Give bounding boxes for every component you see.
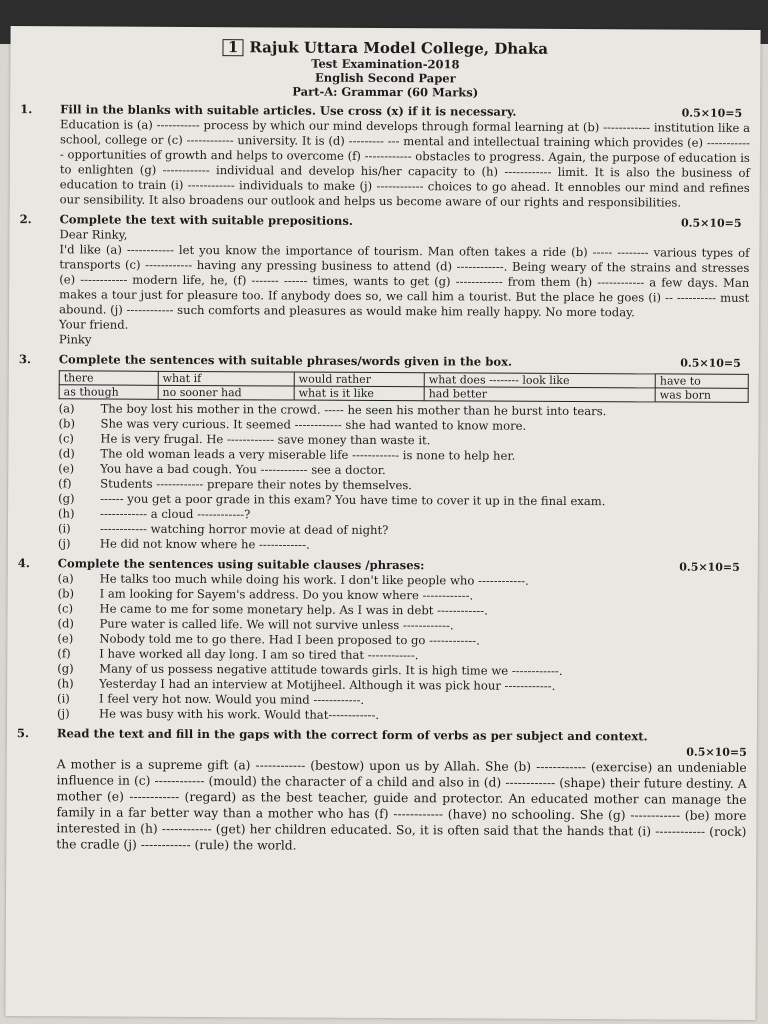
question-title: Complete the text with suitable prepositions. bbox=[59, 212, 353, 228]
question-5 bbox=[16, 726, 747, 856]
item-text: She was very curious. It seemed ------------ she had wanted to know more. bbox=[100, 416, 527, 433]
question-title: Read the text and fill in the gaps with the correct form of verbs as per subject and context. bbox=[56, 726, 648, 744]
item-text: Yesterday I had an interview at Motijheel. Although it was pick hour ------------. bbox=[99, 676, 556, 693]
question-passage: A mother is a supreme gift (a) ------------ (bestow) upon us by Allah. She (b) ------------ (exercise) an undeniable influence in (c) ------------ (mould) the character of a child and also in (d) ------------ (shape) their future destiny. A mother (e) ------------ (regard) as the best teacher, guide and protector. An educated mother can manage the family in a far better way than a mother who has (f) ------------ (have) no schooling. She (g) ------------ (be) more interested in (h) ------------ (get) her children educated. So, it is often said that the hands that (i) ------------ (rock) the cradle (j) ------------ (rule) the world. bbox=[56, 757, 747, 853]
question-marks: 0.5×10=5 bbox=[686, 745, 747, 759]
phrase-cell: what does -------- look like bbox=[424, 373, 655, 388]
phrase-cell: no sooner had bbox=[158, 385, 294, 400]
school-name: Rajuk Uttara Model College, Dhaka bbox=[249, 38, 549, 58]
phrase-cell: would rather bbox=[294, 372, 424, 387]
item-text: He is very frugal. He ------------ save money than waste it. bbox=[100, 431, 431, 448]
item-text: ------------ a cloud ------------? bbox=[100, 506, 251, 522]
item-text: Many of us possess negative attitude towards girls. It is high time we ------------. bbox=[99, 661, 563, 678]
phrase-cell: as though bbox=[59, 385, 158, 400]
item-label: (h) bbox=[58, 506, 75, 521]
item-label: (a) bbox=[58, 401, 75, 416]
item-label: (d) bbox=[57, 616, 74, 631]
letter-closing: Your friend. bbox=[58, 317, 129, 332]
sentence-list bbox=[57, 571, 748, 725]
question-marks: 0.5×10=5 bbox=[680, 216, 742, 230]
question-passage: Education is (a) ----------- process by which our mind develops through formal learning at (b) ------------ institution like a school, college or (c) ------------ university. It is (d) --------- --- mental and intellectual training which provides (e) ------------ opportunities of growth and helps to overcome (f) ------------ obstacles to progress. Again, the purpose of education is to enlighten (g) ------------ individual and develop his/her capacity to (h) ------------ limit. It is also the business of education to train (i) ------------ individuals to make (j) ------------ choices to go ahead. It ennobles our mind and refines our sensibility. It also broadens our outlook and helps us become aware of our rights and responsibilities. bbox=[59, 117, 751, 210]
letter-passage bbox=[59, 227, 750, 351]
item-text: Nobody told me to go there. Had I been proposed to go ------------. bbox=[99, 631, 480, 648]
question-marks: 0.5×10=5 bbox=[681, 106, 743, 120]
question-title: Fill in the blanks with suitable articles. Use cross (x) if it is necessary. bbox=[60, 102, 517, 119]
item-label: (h) bbox=[57, 676, 74, 691]
item-label: (j) bbox=[56, 706, 70, 721]
list-item bbox=[57, 706, 747, 725]
item-label: (e) bbox=[58, 461, 75, 476]
item-label: (f) bbox=[58, 476, 72, 491]
item-label: (b) bbox=[58, 416, 76, 431]
item-label: (f) bbox=[57, 646, 71, 661]
question-set-number: 1 bbox=[223, 39, 244, 56]
phrase-cell: there bbox=[59, 371, 158, 386]
question-2 bbox=[19, 212, 750, 351]
item-text: The old woman leads a very miserable life ------------ is none to help her. bbox=[100, 446, 516, 463]
list-item bbox=[58, 536, 748, 555]
question-title: Complete the sentences with suitable phrases/words given in the box. bbox=[58, 352, 513, 369]
paper-content bbox=[16, 38, 750, 856]
item-text: He came to me for some monetary help. As I was in debt ------------. bbox=[99, 601, 488, 618]
phrase-cell: have to bbox=[655, 374, 748, 388]
question-marks: 0.5×10=5 bbox=[679, 560, 740, 574]
question-number: 2. bbox=[19, 212, 32, 227]
subject-name: English Second Paper bbox=[314, 70, 456, 86]
item-label: (e) bbox=[57, 631, 74, 646]
paper-header bbox=[20, 38, 750, 101]
item-label: (d) bbox=[58, 446, 75, 461]
item-label: (a) bbox=[57, 571, 74, 586]
phrase-cell: was born bbox=[655, 388, 748, 402]
letter-signature: Pinky bbox=[58, 332, 92, 347]
question-number: 3. bbox=[18, 352, 31, 367]
question-number: 5. bbox=[16, 726, 30, 741]
question-4 bbox=[17, 556, 748, 725]
exam-paper bbox=[5, 26, 760, 1020]
sentence-list bbox=[58, 401, 749, 555]
phrase-box bbox=[59, 370, 749, 403]
item-label: (i) bbox=[57, 691, 70, 706]
letter-body: I'd like (a) ------------ let you know the importance of tourism. Man often takes a ride (b) ----- -------- various types of transports (c) ------------ having any pressing business to attend (d) ------------. Being weary of the strains and stresses (e) ------------ modern life, he, (f) ------- ------ times, wants to get (g) ------------ from them (h) ------------ a few days. Man makes a tour just for pleasure too. If anybody does so, we call him a tourist. But the place he goes (i) -- ---------- must abound. (j) ------------ such comforts and pleasures as would make him really happy. No more today. bbox=[59, 242, 750, 320]
question-marks: 0.5×10=5 bbox=[680, 356, 741, 370]
item-text: He did not know where he ------------. bbox=[99, 536, 310, 552]
item-text: He was busy with his work. Would that------------. bbox=[98, 706, 380, 722]
item-label: (c) bbox=[57, 601, 74, 616]
item-text: You have a bad cough. You ------------ see a doctor. bbox=[100, 461, 386, 478]
question-number: 1. bbox=[20, 102, 33, 117]
item-text: The boy lost his mother in the crowd. ----- he seen his mother than he burst into tears. bbox=[100, 401, 607, 419]
exam-name: Test Examination-2018 bbox=[311, 56, 460, 72]
phrase-cell: what if bbox=[158, 371, 294, 386]
item-label: (g) bbox=[58, 491, 75, 506]
question-1 bbox=[20, 102, 751, 211]
phrase-cell: had better bbox=[424, 387, 655, 402]
item-text: Students ------------ prepare their notes by themselves. bbox=[100, 476, 413, 493]
item-label: (g) bbox=[57, 661, 74, 676]
item-text: I am looking for Sayem's address. Do you know where ------------. bbox=[99, 586, 474, 603]
part-name: Part-A: Grammar (60 Marks) bbox=[292, 84, 479, 100]
item-text: He talks too much while doing his work. I don't like people who ------------. bbox=[99, 571, 529, 588]
phrase-box-row bbox=[59, 385, 748, 403]
item-label: (b) bbox=[57, 586, 75, 601]
item-text: ------------ watching horror movie at dead of night? bbox=[99, 521, 389, 538]
phrase-cell: what is it like bbox=[294, 386, 424, 401]
item-text: ------ you get a poor grade in this exam? You have time to cover it up in the final exam. bbox=[100, 491, 606, 509]
item-label: (i) bbox=[57, 521, 71, 536]
item-label: (c) bbox=[58, 431, 75, 446]
question-number: 4. bbox=[17, 556, 30, 571]
item-label: (j) bbox=[57, 536, 71, 551]
question-3 bbox=[18, 352, 749, 555]
item-text: I have worked all day long. I am so tired that ------------. bbox=[99, 646, 419, 663]
letter-greeting: Dear Rinky, bbox=[59, 227, 128, 242]
item-text: Pure water is called life. We will not survive unless ------------. bbox=[99, 616, 454, 633]
item-text: I feel very hot now. Would you mind ------------. bbox=[99, 691, 365, 707]
question-title: Complete the sentences using suitable clauses /phrases: bbox=[57, 556, 425, 573]
